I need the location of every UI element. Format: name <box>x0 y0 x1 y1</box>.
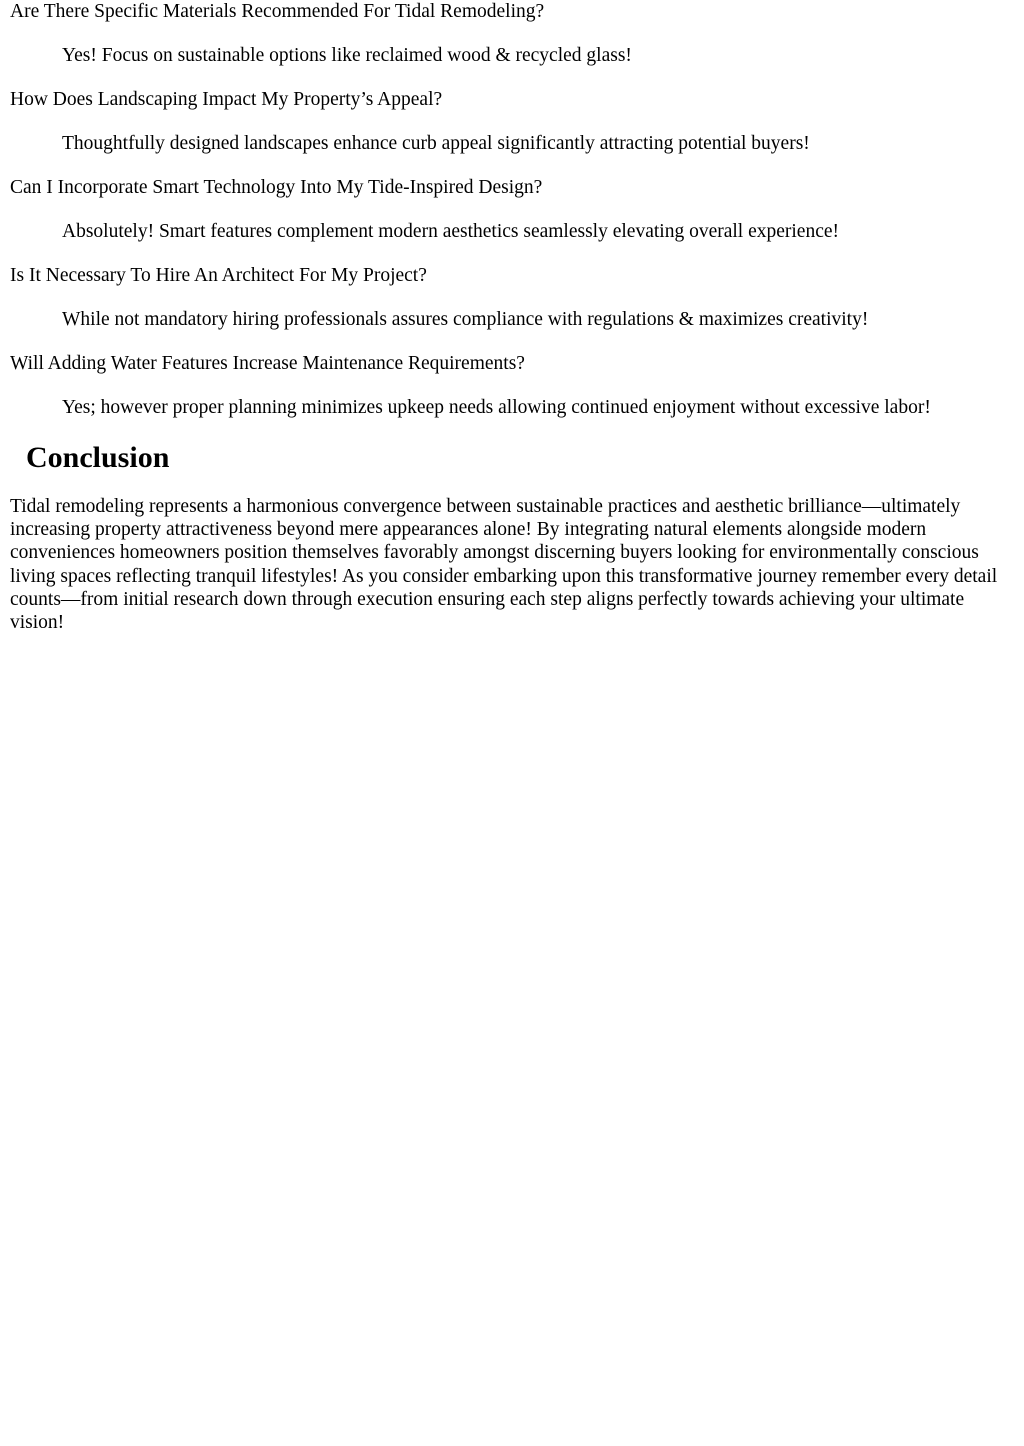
faq-list <box>10 0 1014 440</box>
article-page <box>0 0 1024 634</box>
faq-question: Is It Necessary To Hire An Architect For My Project? <box>10 265 427 286</box>
faq-answer: Thoughtfully designed landscapes enhance curb appeal significantly attracting potential buyers! <box>62 133 810 154</box>
faq-answer: Yes; however proper planning minimizes upkeep needs allowing continued enjoyment without excessive labor! <box>62 397 931 418</box>
conclusion-paragraph: Tidal remodeling represents a harmonious convergence between sustainable practices and aesthetic brilliance—ultimately increasing property attractiveness beyond mere appearances alone! By integrating natural elements alongside modern conveniences homeowners position themselves favorably amongst discerning buyers looking for environmentally conscious living spaces reflecting tranquil lifestyles! As you consider embarking upon this transformative journey remember every detail counts—from initial research down through execution ensuring each step aligns perfectly towards achieving your ultimate vision! <box>10 496 998 634</box>
faq-question: Can I Incorporate Smart Technology Into My Tide-Inspired Design? <box>10 177 543 198</box>
faq-question: Are There Specific Materials Recommended For Tidal Remodeling? <box>10 1 545 22</box>
faq-question: Will Adding Water Features Increase Maintenance Requirements? <box>10 353 525 374</box>
faq-answer: Absolutely! Smart features complement modern aesthetics seamlessly elevating overall experience! <box>62 221 840 242</box>
faq-answer: While not mandatory hiring professionals assures compliance with regulations & maximizes creativity! <box>62 309 869 330</box>
faq-answer: Yes! Focus on sustainable options like reclaimed wood & recycled glass! <box>62 45 632 66</box>
conclusion-heading: Conclusion <box>26 441 170 474</box>
faq-question: How Does Landscaping Impact My Property’s Appeal? <box>10 89 443 110</box>
